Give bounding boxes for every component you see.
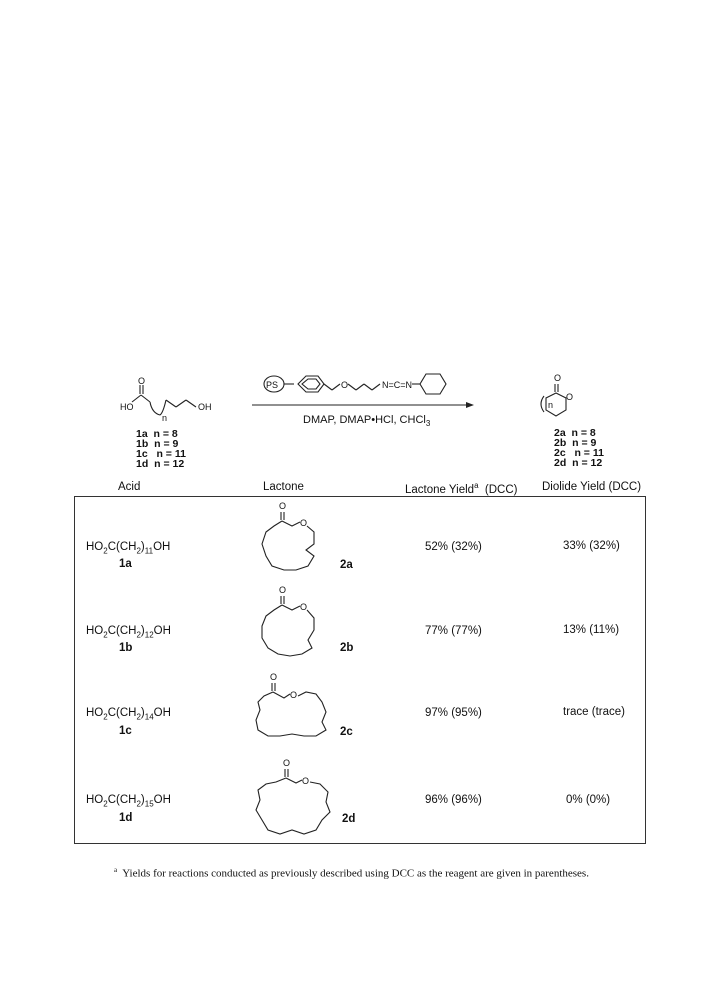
svg-text:HO: HO <box>120 402 134 412</box>
acid-id: 1b <box>119 642 133 654</box>
svg-text:O: O <box>283 758 291 768</box>
product-label: 2a n = 8 <box>554 427 596 439</box>
reactant-labels <box>136 429 186 469</box>
acid-formula: $HO_2C(CH_2)_{15}OH$ <box>86 794 171 809</box>
acid-id: 1d <box>119 812 133 824</box>
diolide-yield: 13% (11%) <box>563 624 620 636</box>
footnote-marker: a <box>114 866 118 874</box>
lactone-2a-structure <box>256 500 336 580</box>
svg-text:PS: PS <box>266 380 279 390</box>
acid-formula: $HO_2C(CH_2)_{11}OH$ <box>86 541 171 556</box>
svg-text:O: O <box>300 518 308 528</box>
diolide-yield: 33% (32%) <box>563 540 620 552</box>
svg-text:N=C=N: N=C=N <box>382 380 413 390</box>
lactone-id: 2c <box>340 726 353 738</box>
footnote <box>114 866 589 880</box>
reaction-conditions: DMAP, DMAP•HCl, CHCl$_3$ <box>303 414 431 429</box>
macrolactone-product-structure <box>532 372 592 422</box>
svg-text:O: O <box>300 602 308 612</box>
lactone-2d-structure <box>250 756 350 840</box>
lactone-yield: 52% (32%) <box>425 541 482 553</box>
reactant-label: 1a n = 8 <box>136 428 178 440</box>
svg-text:O: O <box>279 585 287 595</box>
svg-text:n: n <box>548 400 554 410</box>
lactone-yield: 96% (96%) <box>425 794 482 806</box>
header-acid: Acid <box>118 481 141 493</box>
reaction-arrow <box>252 400 474 410</box>
acid-formula: $HO_2C(CH_2)_{14}OH$ <box>86 707 171 722</box>
header-lactone: Lactone <box>263 481 304 493</box>
reactant-label: 1d n = 12 <box>136 458 185 470</box>
lactone-2c-structure <box>246 668 346 740</box>
diolide-yield: 0% (0%) <box>566 794 611 806</box>
lactone-2b-structure <box>256 584 336 664</box>
header-lactone-yield: Lactone Yield$^a$ (DCC) <box>405 481 518 496</box>
footnote-text: Yields for reactions conducted as previously described using DCC as the reagent are given in parentheses. <box>122 867 589 880</box>
lactone-id: 2d <box>342 813 356 825</box>
header-diolide-yield: Diolide Yield (DCC) <box>542 481 642 493</box>
lactone-yield: 97% (95%) <box>425 707 482 719</box>
polymer-carbodiimide-reagent <box>260 368 500 404</box>
svg-text:O: O <box>554 373 562 383</box>
hydroxy-acid-structure <box>118 376 218 430</box>
acid-id: 1a <box>119 558 132 570</box>
product-labels <box>554 428 604 468</box>
product-label: 2d n = 12 <box>554 457 603 469</box>
product-label: 2c n = 11 <box>554 447 604 459</box>
acid-formula: $HO_2C(CH_2)_{12}OH$ <box>86 625 171 640</box>
reactant-label: 1c n = 11 <box>136 448 186 460</box>
svg-text:O: O <box>341 380 349 390</box>
svg-text:O: O <box>290 690 298 700</box>
svg-text:O: O <box>270 672 278 682</box>
svg-text:n: n <box>162 413 168 423</box>
product-label: 2b n = 9 <box>554 437 597 449</box>
svg-text:O: O <box>566 392 574 402</box>
acid-id: 1c <box>119 725 132 737</box>
svg-text:O: O <box>279 501 287 511</box>
reactant-label: 1b n = 9 <box>136 438 179 450</box>
diolide-yield: trace (trace) <box>563 706 625 718</box>
svg-text:O: O <box>302 776 310 786</box>
svg-text:OH: OH <box>198 402 212 412</box>
lactone-id: 2a <box>340 559 353 571</box>
lactone-id: 2b <box>340 642 354 654</box>
lactone-yield: 77% (77%) <box>425 625 482 637</box>
svg-text:O: O <box>138 376 146 386</box>
